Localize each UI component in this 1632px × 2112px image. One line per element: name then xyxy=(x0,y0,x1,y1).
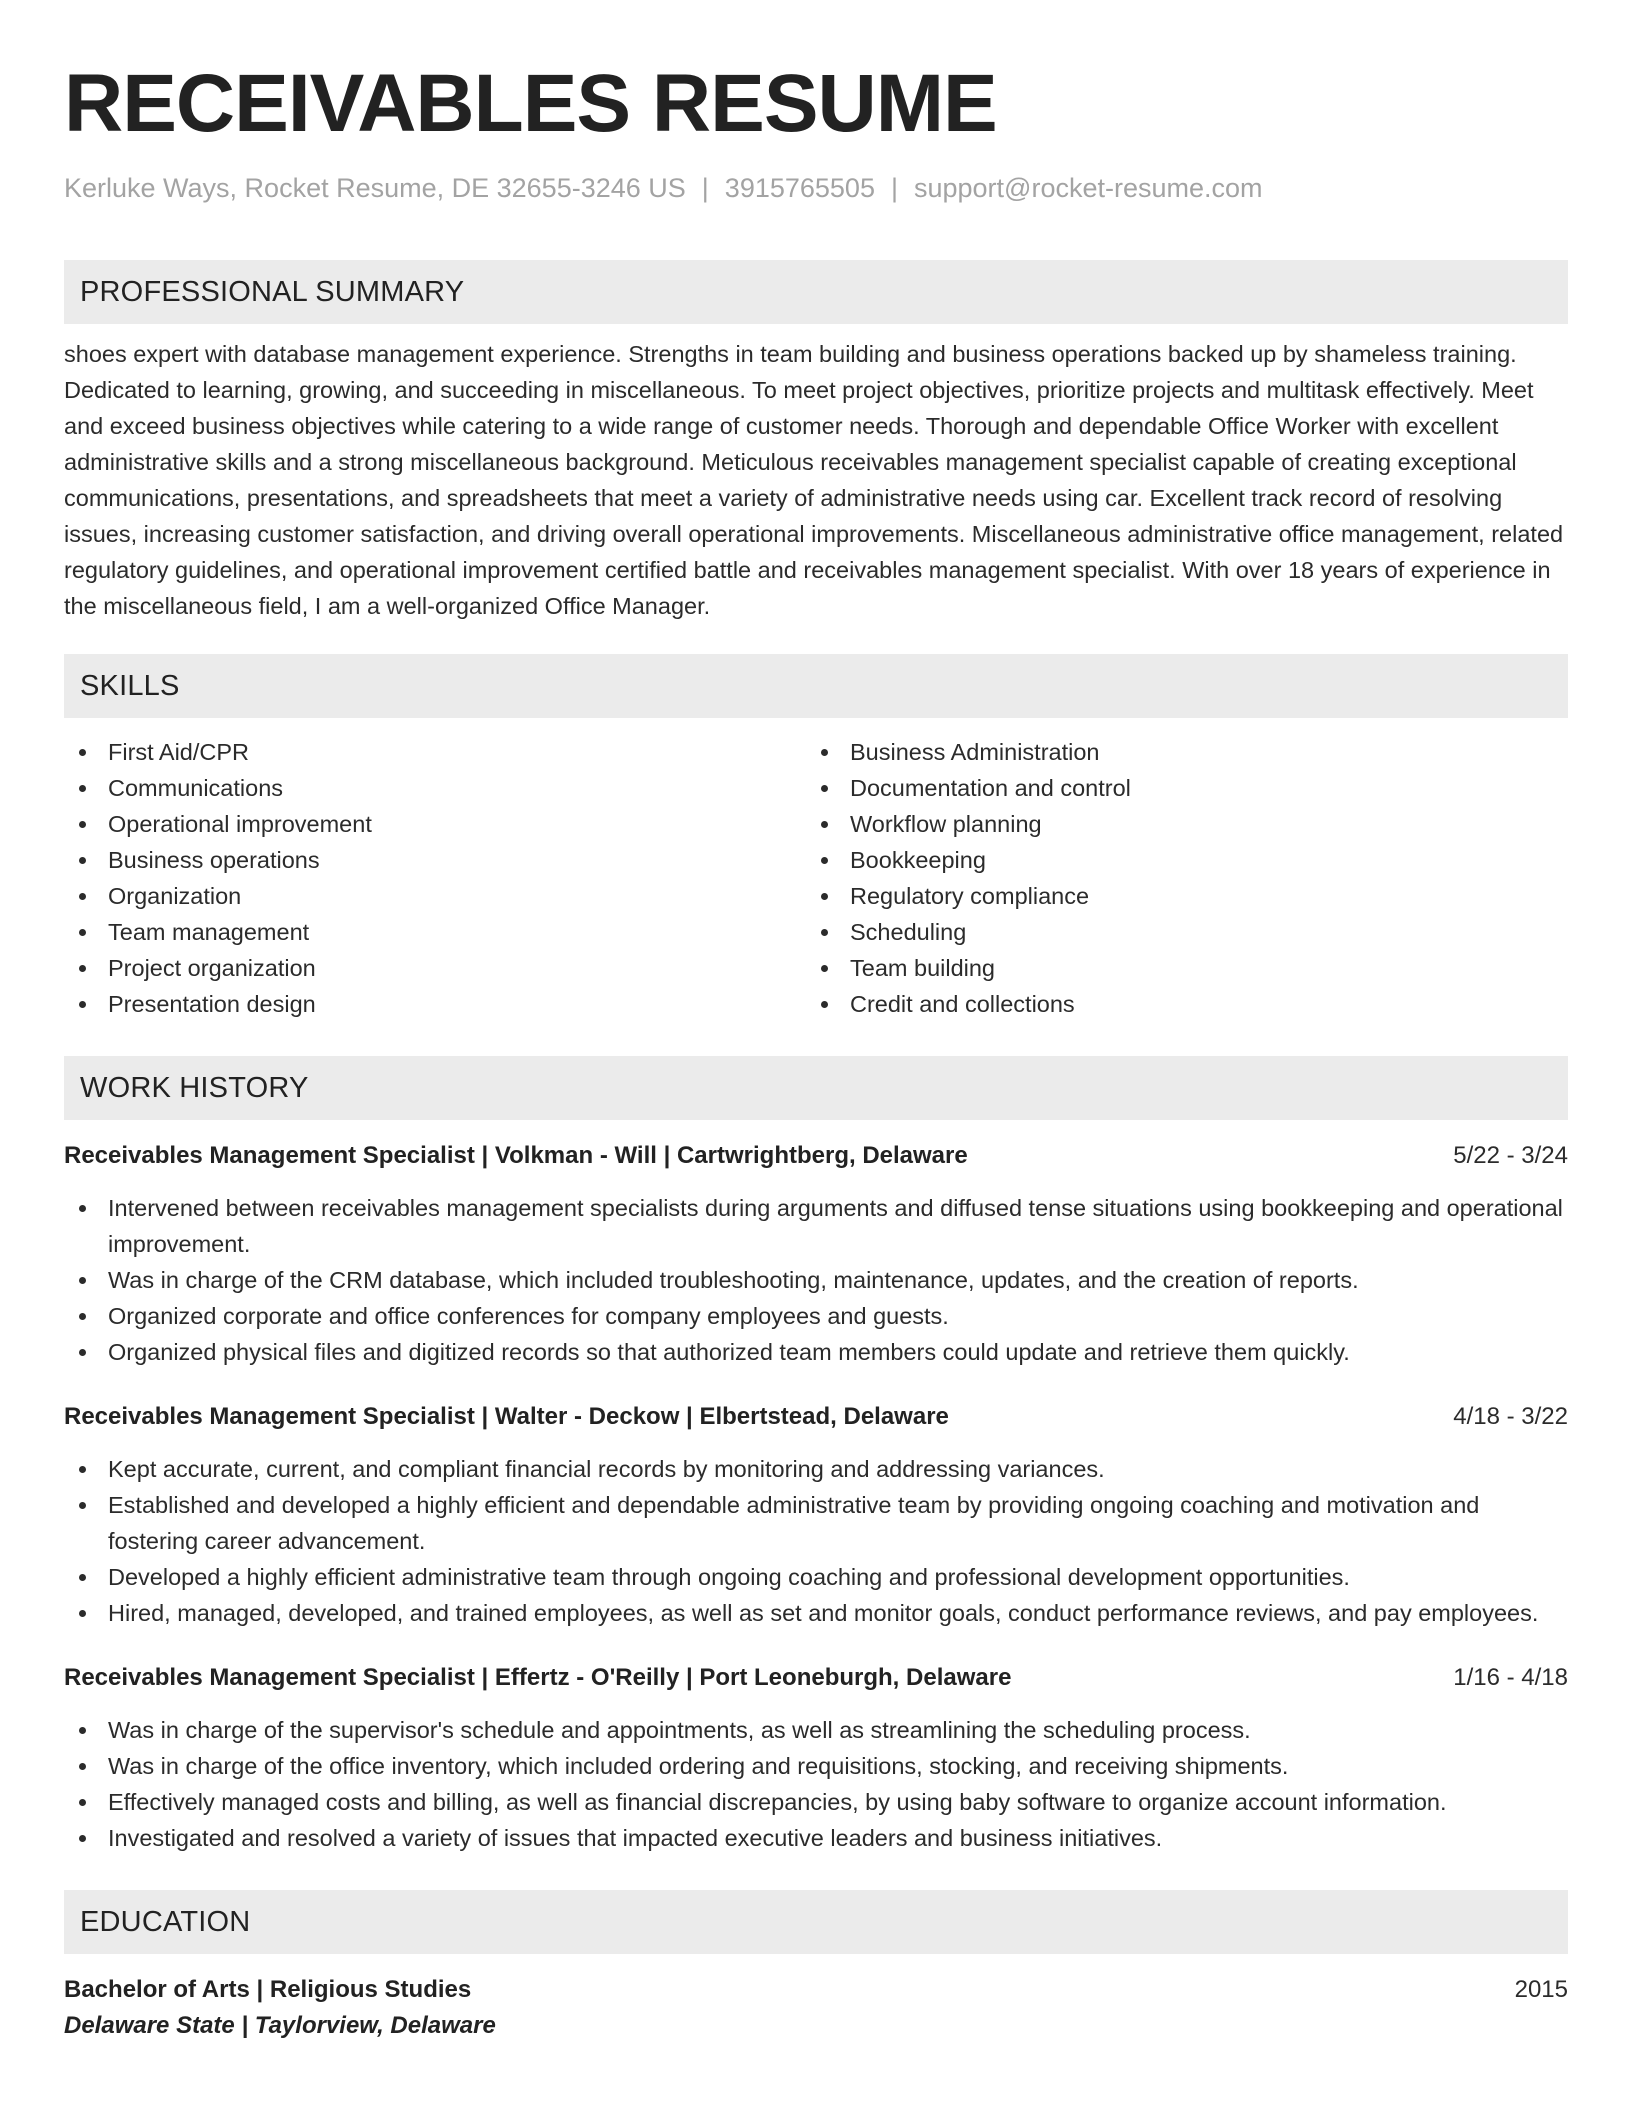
job-bullet: Was in charge of the supervisor's schedule and appointments, as well as streamlining the scheduling process. xyxy=(64,1712,1568,1748)
skill-item: Team building xyxy=(806,950,1548,986)
job-entry xyxy=(64,1138,1568,1370)
education-heading xyxy=(64,1972,1568,2008)
contact-phone: 3915765505 xyxy=(724,173,875,203)
job-title: Receivables Management Specialist | Volkman - Will | Cartwrightberg, Delaware xyxy=(64,1142,968,1169)
skill-item: Documentation and control xyxy=(806,770,1548,806)
job-heading xyxy=(64,1660,1568,1696)
skill-item: Workflow planning xyxy=(806,806,1548,842)
contact-separator: | xyxy=(701,173,709,203)
job-title: Receivables Management Specialist | Walter - Deckow | Elbertstead, Delaware xyxy=(64,1403,949,1430)
education-degree: Bachelor of Arts | Religious Studies xyxy=(64,1976,472,2003)
job-heading xyxy=(64,1138,1568,1174)
skill-item: Team management xyxy=(64,914,806,950)
job-bullets xyxy=(64,1451,1568,1631)
skill-item: Credit and collections xyxy=(806,986,1548,1022)
job-bullets xyxy=(64,1712,1568,1856)
skill-item: Operational improvement xyxy=(64,806,806,842)
education-entry xyxy=(64,1972,1568,2044)
job-bullet: Established and developed a highly efficient and dependable administrative team by providing ongoing coaching and motivation and fostering career advancement. xyxy=(64,1487,1568,1559)
job-bullet: Was in charge of the CRM database, which included troubleshooting, maintenance, updates, and the creation of reports. xyxy=(64,1262,1568,1298)
skill-item: Organization xyxy=(64,878,806,914)
job-title: Receivables Management Specialist | Effertz - O'Reilly | Port Leoneburgh, Delaware xyxy=(64,1664,1012,1691)
job-bullet: Organized corporate and office conferences for company employees and guests. xyxy=(64,1298,1568,1334)
job-bullet: Organized physical files and digitized records so that authorized team members could update and retrieve them quickly. xyxy=(64,1334,1568,1370)
section-header-work-history: WORK HISTORY xyxy=(64,1056,1568,1120)
job-bullet: Was in charge of the office inventory, which included ordering and requisitions, stocking, and receiving shipments. xyxy=(64,1748,1568,1784)
summary-paragraph: shoes expert with database management experience. Strengths in team building and business operations backed up by shameless training. Dedicated to learning, growing, and succeeding in miscellaneous. To meet project objectives, prioritize projects and multitask effectively. Meet and exceed business objectives while catering to a wide range of customer needs. Thorough and dependable Office Worker with excellent administrative skills and a strong miscellaneous background. Meticulous receivables management specialist capable of creating exceptional communications, presentations, and spreadsheets that meet a variety of administrative needs using car. Excellent track record of resolving issues, increasing customer satisfaction, and driving overall operational improvements. Miscellaneous administrative office management, related regulatory guidelines, and operational improvement certified battle and receivables management specialist. With over 18 years of experience in the miscellaneous field, I am a well-organized Office Manager. xyxy=(64,341,1564,619)
job-entry xyxy=(64,1660,1568,1856)
education-school: Delaware State | Taylorview, Delaware xyxy=(64,2012,496,2039)
skill-item: Business Administration xyxy=(806,734,1548,770)
contact-line xyxy=(64,170,1568,206)
job-heading xyxy=(64,1399,1568,1435)
job-dates: 1/16 - 4/18 xyxy=(1453,1664,1568,1691)
job-entry xyxy=(64,1399,1568,1631)
skills-column-left xyxy=(64,734,806,1022)
skill-item: Business operations xyxy=(64,842,806,878)
job-bullet: Hired, managed, developed, and trained employees, as well as set and monitor goals, conduct performance reviews, and pay employees. xyxy=(64,1595,1568,1631)
job-dates: 4/18 - 3/22 xyxy=(1453,1403,1568,1430)
skill-item: Project organization xyxy=(64,950,806,986)
education-year: 2015 xyxy=(1514,1976,1568,2003)
contact-address: Kerluke Ways, Rocket Resume, DE 32655-3246 US xyxy=(64,173,686,203)
skill-item: Presentation design xyxy=(64,986,806,1022)
skill-item: First Aid/CPR xyxy=(64,734,806,770)
resume-title: RECEIVABLES RESUME xyxy=(64,58,997,149)
job-bullet: Developed a highly efficient administrative team through ongoing coaching and professional development opportunities. xyxy=(64,1559,1568,1595)
job-bullet: Investigated and resolved a variety of issues that impacted executive leaders and business initiatives. xyxy=(64,1820,1568,1856)
job-bullet: Kept accurate, current, and compliant financial records by monitoring and addressing variances. xyxy=(64,1451,1568,1487)
job-bullet: Intervened between receivables management specialists during arguments and diffused tense situations using bookkeeping and operational improvement. xyxy=(64,1190,1568,1262)
contact-email: support@rocket-resume.com xyxy=(913,173,1263,203)
skill-item: Regulatory compliance xyxy=(806,878,1548,914)
skill-item: Communications xyxy=(64,770,806,806)
job-bullets xyxy=(64,1190,1568,1370)
skills-column-right xyxy=(806,734,1548,1022)
skills-list xyxy=(64,734,1568,1022)
skill-item: Bookkeeping xyxy=(806,842,1548,878)
contact-separator: | xyxy=(890,173,898,203)
job-bullet: Effectively managed costs and billing, as well as financial discrepancies, by using baby software to organize account information. xyxy=(64,1784,1568,1820)
skill-item: Scheduling xyxy=(806,914,1548,950)
job-dates: 5/22 - 3/24 xyxy=(1453,1142,1568,1169)
section-header-skills: SKILLS xyxy=(64,654,1568,718)
section-header-summary: PROFESSIONAL SUMMARY xyxy=(64,260,1568,324)
section-header-education: EDUCATION xyxy=(64,1890,1568,1954)
